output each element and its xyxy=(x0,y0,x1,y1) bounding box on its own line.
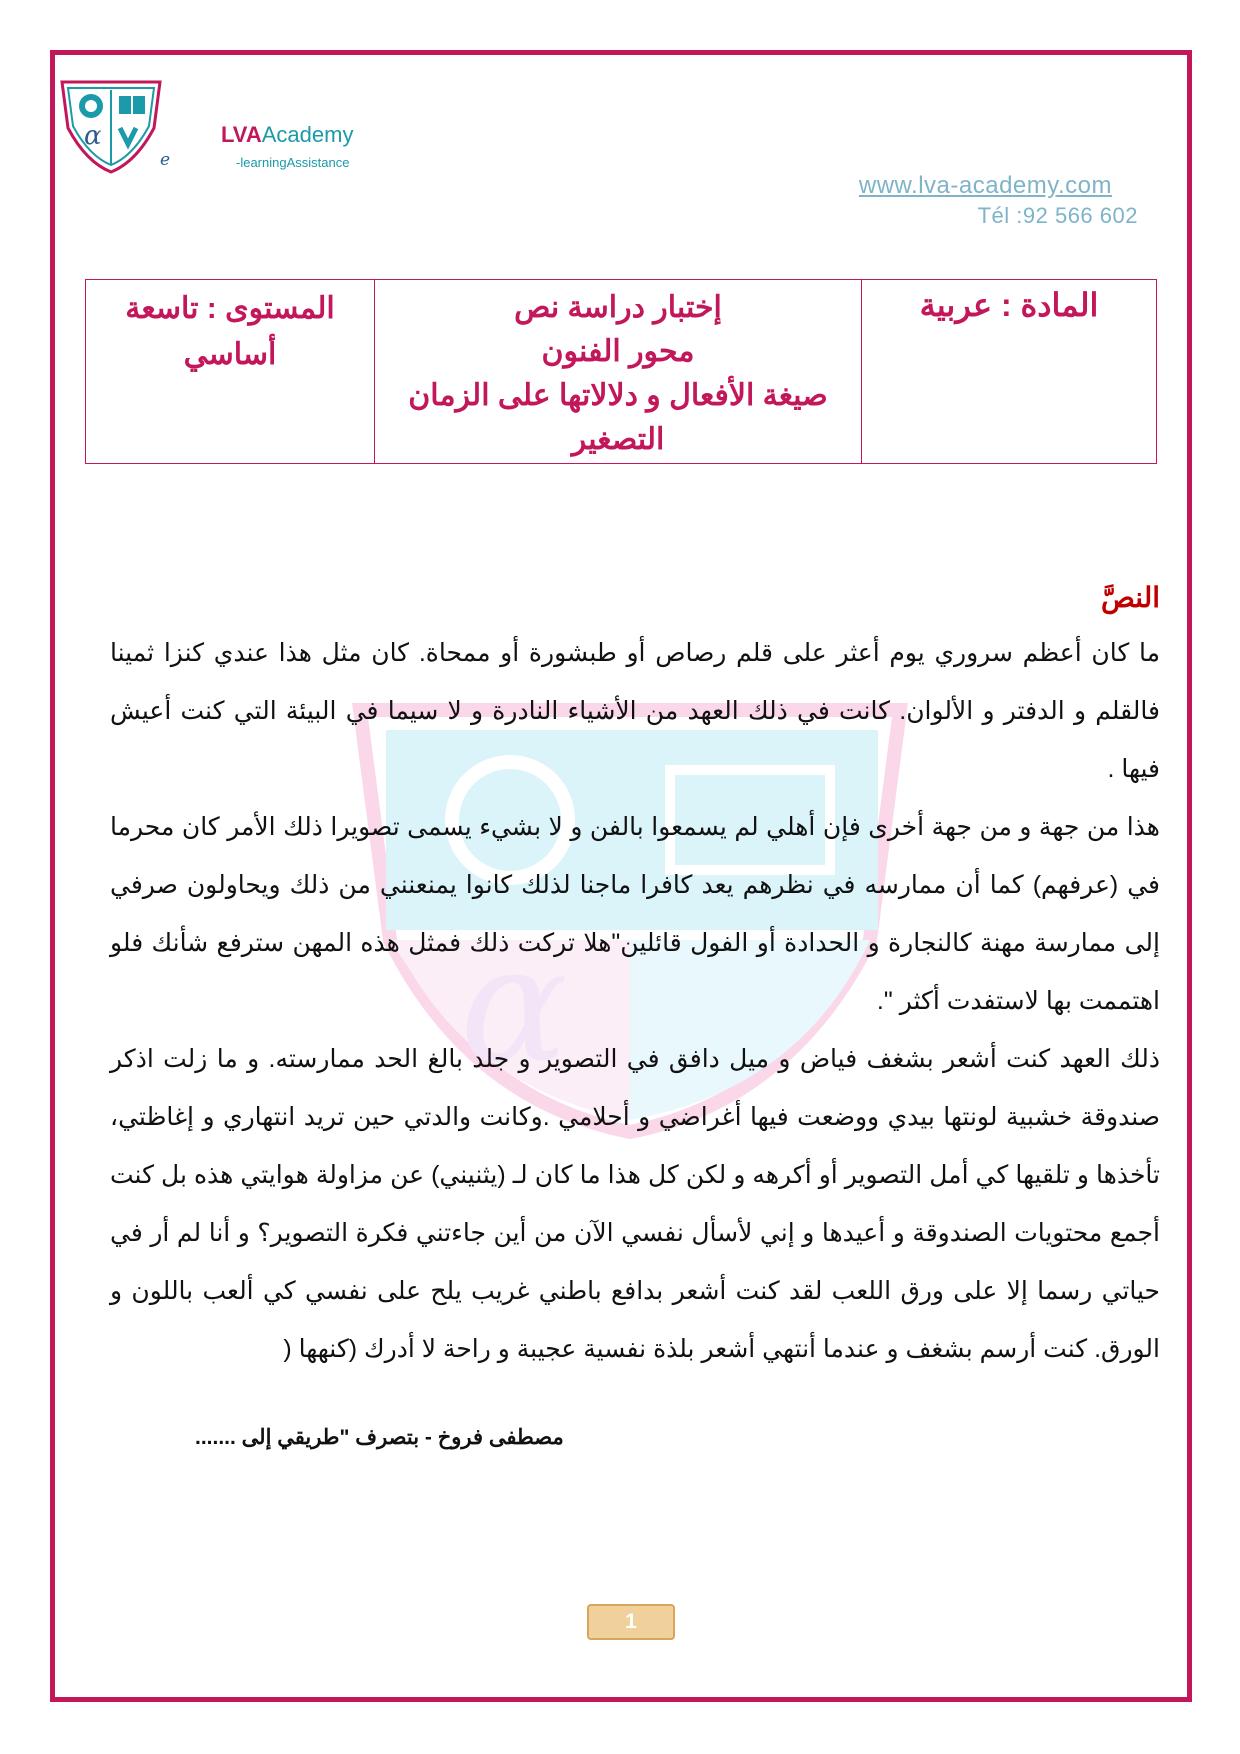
title-line: التصغير xyxy=(571,423,665,456)
brand-name-rest: Academy xyxy=(261,122,354,147)
title-line: محور الفنون xyxy=(541,335,695,368)
level-line: المستوى : تاسعة xyxy=(125,292,335,325)
level-cell xyxy=(86,280,375,464)
subject-cell xyxy=(862,280,1157,464)
lva-logo-icon xyxy=(56,78,166,174)
level-line: أساسي xyxy=(183,338,277,371)
brand-name xyxy=(221,122,353,148)
brand-tagline: -learningAssistance xyxy=(236,155,350,170)
paragraph: ذلك العهد كنت أشعر بشغف فياض و ميل دافق في التصوير و جلد بالغ الحد ممارسته. و ما زلت اذكر صندوقة خشبية لونتها بيدي ووضعت فيها أغراضي و أحلامي .وكانت والدتي حين تريد انتهاري و إغاظتي، تأخذها و تلقيها كي أمل التصوير أو أكرهه و لكن كل هذا ما كان لـ (يثنيني) عن مزاولة هوايتي هذه بل كنت أجمع محتويات الصندوقة و أعيدها و إني لأسأل نفسي الآن من أين جاءتني فكرة التصوير؟ و أنا لم أر في حياتي رسما إلا على ورق اللعب لقد كنت أشعر بدافع باطني غريب يلح على نفسي كي ألعب باللون و الورق. كنت أرسم بشغف و عندما أنتهي أشعر بلذة نفسية عجيبة و راحة لا أدرك (كنهها ( xyxy=(110,1045,1160,1363)
title-line: إختبار دراسة نص xyxy=(514,291,722,324)
title-line: صيغة الأفعال و دلالاتها على الزمان xyxy=(408,379,828,412)
source-citation: مصطفى فروخ - بتصرف "طريقي إلى ....... xyxy=(195,1426,564,1449)
phone-number: Tél :92 566 602 xyxy=(977,203,1138,228)
text-section xyxy=(110,578,1160,1378)
logo-e-letter: e xyxy=(160,150,171,170)
page-number: 1 xyxy=(587,1604,675,1640)
paragraph: هذا من جهة و من جهة أخرى فإن أهلي لم يسمعوا بالفن و لا بشيء يسمى تصويرا ذلك الأمر كان محرما في (عرفهم) كما أن ممارسه في نظرهم يعد كافرا ماجنا لذلك كانوا يمنعنني من ذلك ويحاولون صرفي إلى ممارسة مهنة كالنجارة و الحدادة أو الفول قائلين"هلا تركت ذلك فمثل هذه المهن سترفع شأنك فلو اهتممت بها لاستفدت أكثر ". xyxy=(110,813,1160,1015)
header-table xyxy=(85,279,1157,464)
paragraph: ما كان أعظم سروري يوم أعثر على قلم رصاص أو طبشورة أو ممحاة. كان مثل هذا عندي كنزا ثمينا فالقلم و الدفتر و الألوان. كانت في ذلك العهد من الأشياء النادرة و لا سيما في البيئة التي كنت أعيش فيها . xyxy=(110,639,1160,783)
title-cell xyxy=(375,280,862,464)
website-link[interactable]: www.lva-academy.com xyxy=(858,172,1112,199)
svg-text:α: α xyxy=(84,121,102,151)
svg-text:α: α xyxy=(460,911,569,1098)
subject-label: المادة : عربية xyxy=(919,287,1099,323)
text-heading: النصَّ xyxy=(1100,582,1160,613)
brand-name-bold: LVA xyxy=(221,122,262,147)
